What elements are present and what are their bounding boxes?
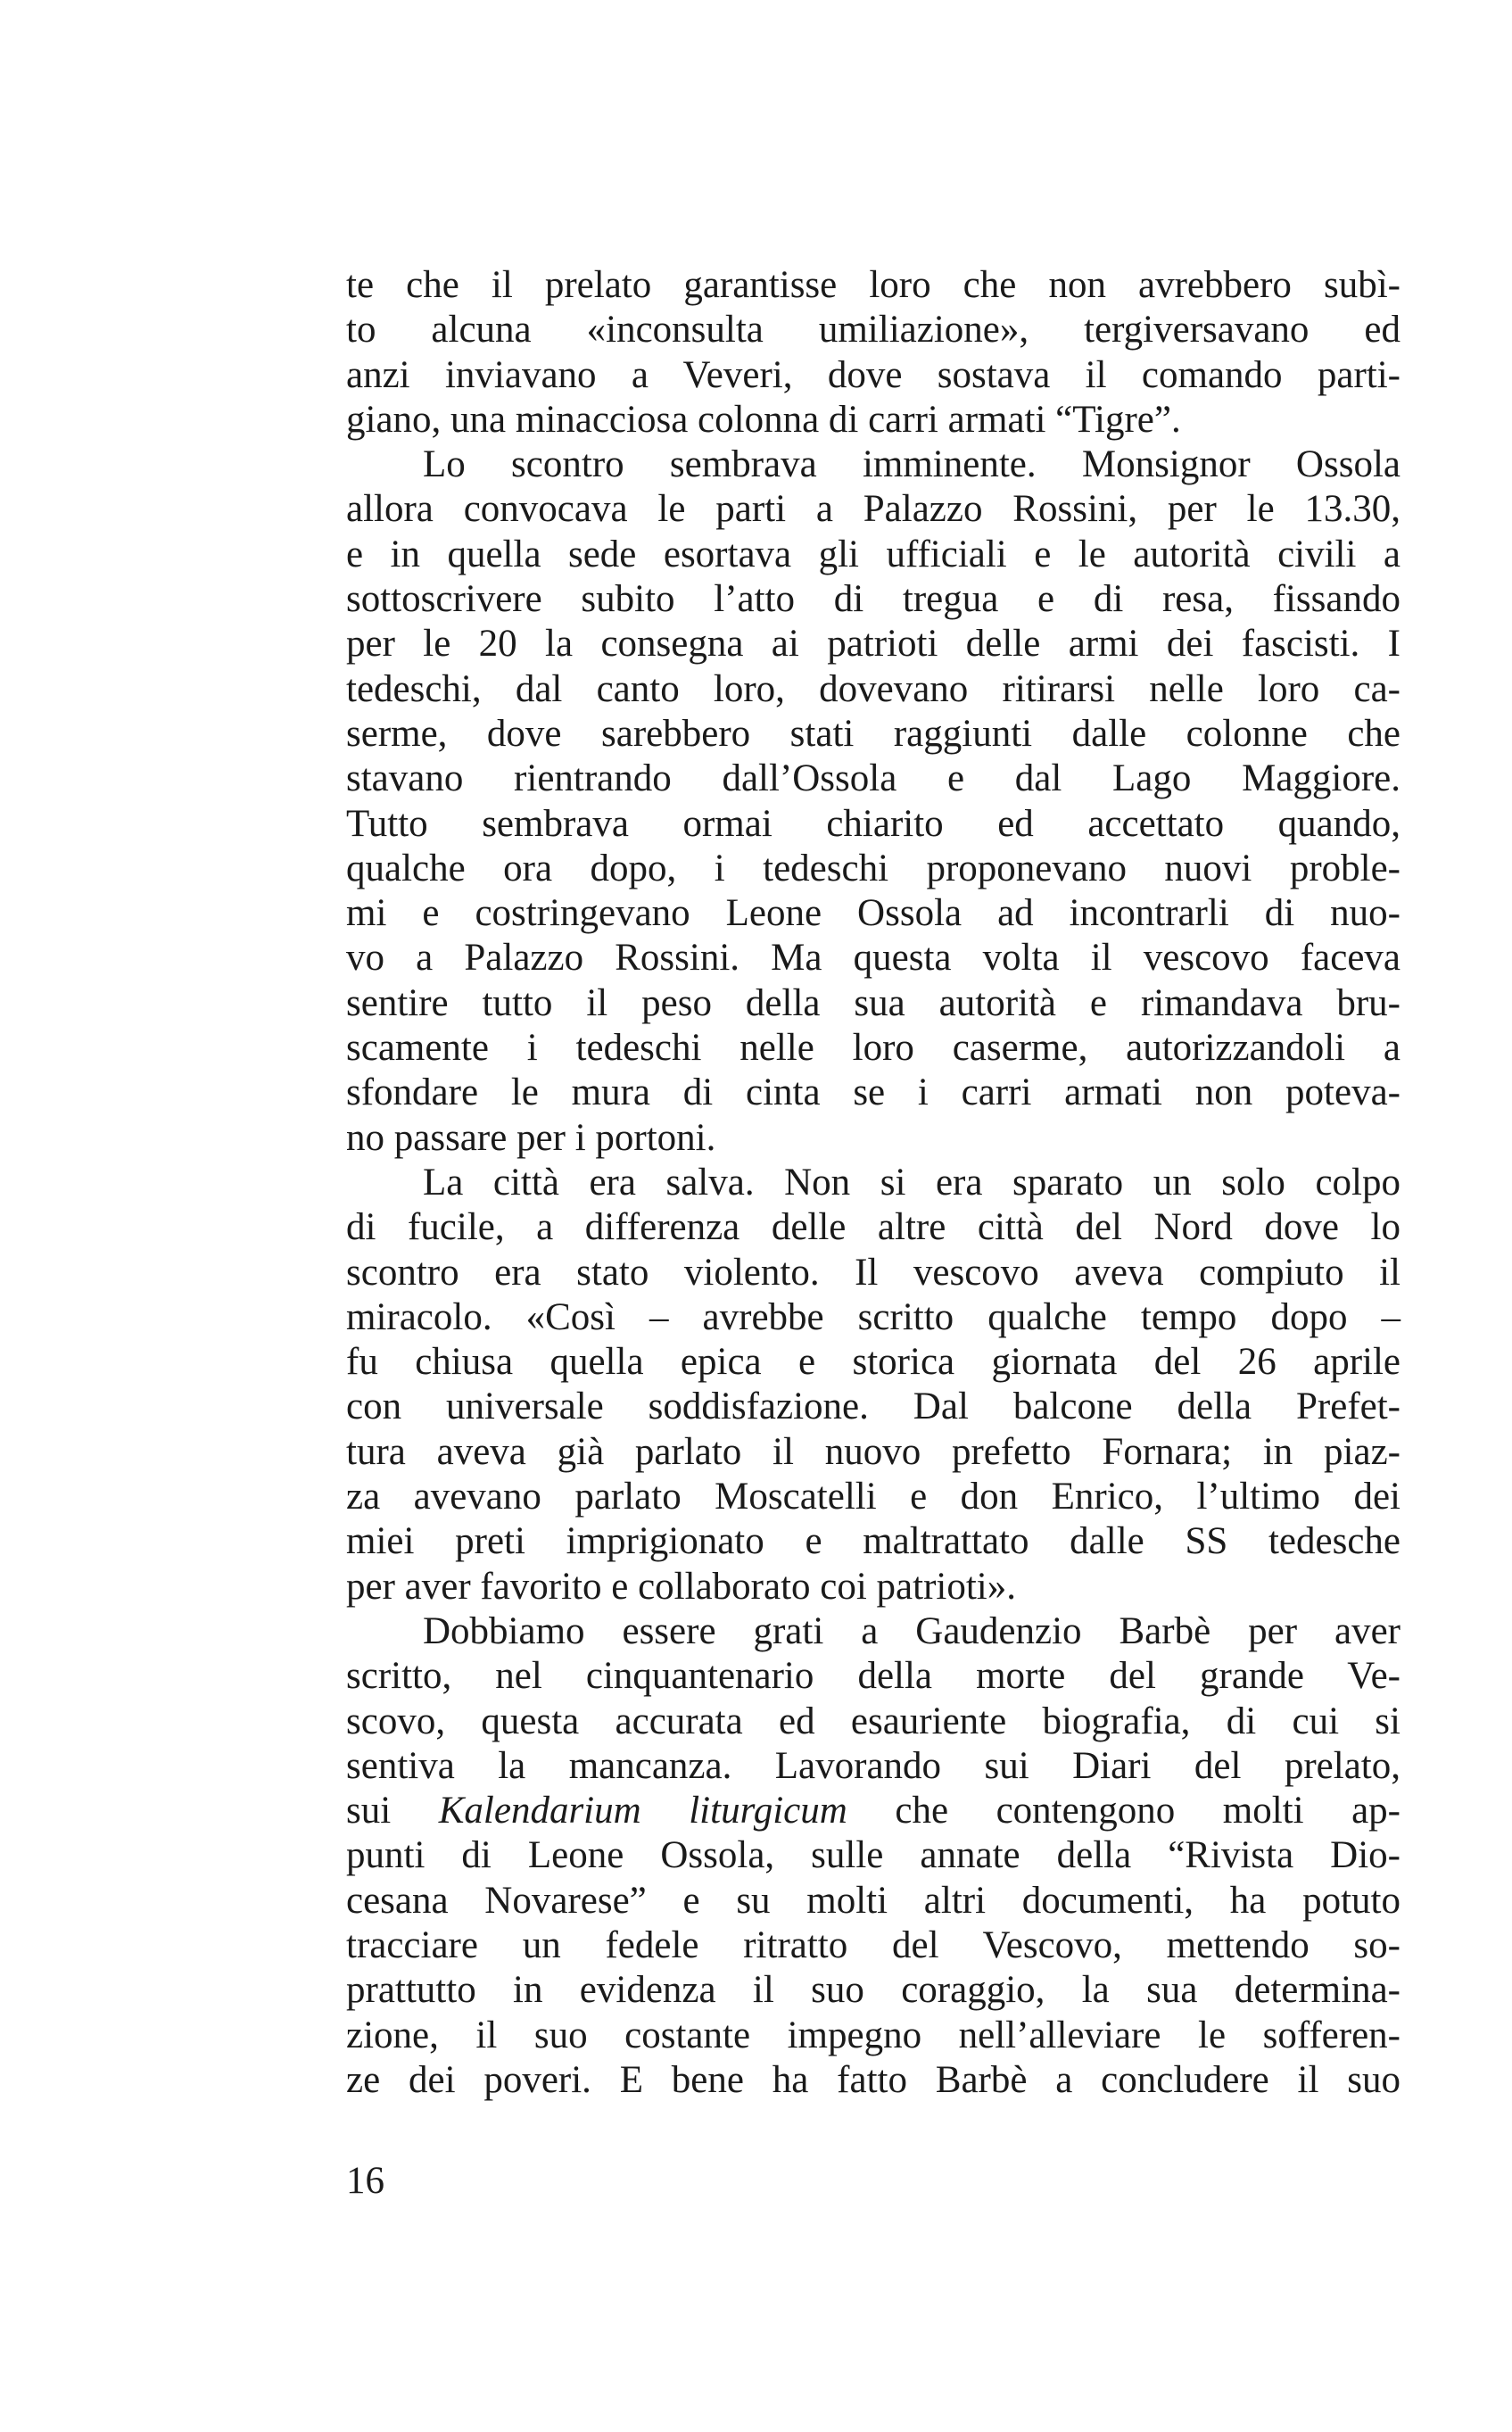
text-line: di fucile, a differenza delle altre città del Nord dove lo bbox=[346, 1206, 1400, 1249]
text-line: La città era salva. Non si era sparato un solo colpo bbox=[423, 1161, 1400, 1204]
text-line: sfondare le mura di cinta se i carri armati non poteva- bbox=[346, 1071, 1400, 1114]
text-line: sentire tutto il peso della sua autorità e rimandava bru- bbox=[346, 981, 1400, 1024]
text-line: scamente i tedeschi nelle loro caserme, autorizzandoli a bbox=[346, 1027, 1400, 1070]
text-line: te che il prelato garantisse loro che non avrebbero subì- bbox=[346, 264, 1400, 306]
text-line: sui Kalendarium liturgicum che contengono molti ap- bbox=[346, 1790, 1401, 1832]
page-number: 16 bbox=[346, 2160, 384, 2202]
text-line: mi e costringevano Leone Ossola ad incontrarli di nuo- bbox=[346, 892, 1400, 935]
text-line: ze dei poveri. E bene ha fatto Barbè a concludere il suo bbox=[346, 2058, 1400, 2101]
text-line: Dobbiamo essere grati a Gaudenzio Barbè per aver bbox=[423, 1609, 1400, 1652]
text-line: anzi inviavano a Veveri, dove sostava il comando parti- bbox=[346, 353, 1400, 396]
text-line: stavano rientrando dall’Ossola e dal Lago Maggiore. bbox=[346, 757, 1400, 800]
text-line: tracciare un fedele ritratto del Vescovo, mettendo so- bbox=[346, 1923, 1400, 1966]
text-line: cesana Novarese” e su molti altri documenti, ha potuto bbox=[346, 1879, 1400, 1922]
text-line: serme, dove sarebbero stati raggiunti dalle colonne che bbox=[346, 712, 1400, 755]
text-line: Tutto sembrava ormai chiarito ed accettato quando, bbox=[346, 802, 1400, 845]
text-line: sottoscrivere subito l’atto di tregua e di resa, fissando bbox=[346, 578, 1400, 621]
text-line: vo a Palazzo Rossini. Ma questa volta il vescovo faceva bbox=[346, 937, 1400, 980]
text-line: prattutto in evidenza il suo coraggio, la sua determina- bbox=[346, 1969, 1400, 2012]
text-line: sentiva la mancanza. Lavorando sui Diari del prelato, bbox=[346, 1744, 1400, 1787]
text-line: e in quella sede esortava gli ufficiali e le autorità civili a bbox=[346, 533, 1400, 575]
text-line: scritto, nel cinquantenario della morte del grande Ve- bbox=[346, 1655, 1400, 1698]
text-line: scovo, questa accurata ed esauriente biografia, di cui si bbox=[346, 1700, 1400, 1742]
text-line: per aver favorito e collaborato coi patrioti». bbox=[346, 1565, 1016, 1608]
text-line: punti di Leone Ossola, sulle annate della “Rivista Dio- bbox=[346, 1834, 1400, 1877]
text-line: tedeschi, dal canto loro, dovevano ritirarsi nelle loro ca- bbox=[346, 667, 1400, 710]
text-line: miracolo. «Così – avrebbe scritto qualche tempo dopo – bbox=[346, 1295, 1400, 1338]
text-line: to alcuna «inconsulta umiliazione», tergiversavano ed bbox=[346, 309, 1400, 352]
text-line: za avevano parlato Moscatelli e don Enrico, l’ultimo dei bbox=[346, 1476, 1400, 1518]
text-line: fu chiusa quella epica e storica giornata del 26 aprile bbox=[346, 1341, 1400, 1384]
text-line: scontro era stato violento. Il vescovo aveva compiuto il bbox=[346, 1251, 1400, 1294]
text-line: miei preti imprigionato e maltrattato dalle SS tedesche bbox=[346, 1520, 1400, 1563]
body-text bbox=[346, 263, 1400, 2103]
text-line: tura aveva già parlato il nuovo prefetto Fornara; in piaz- bbox=[346, 1430, 1400, 1473]
text-line: allora convocava le parti a Palazzo Rossini, per le 13.30, bbox=[346, 488, 1400, 531]
text-line: Lo scontro sembrava imminente. Monsignor Ossola bbox=[423, 443, 1400, 486]
text-line: per le 20 la consegna ai patrioti delle armi dei fascisti. I bbox=[346, 623, 1400, 666]
text-line: con universale soddisfazione. Dal balcone della Prefet- bbox=[346, 1386, 1400, 1428]
text-line: zione, il suo costante impegno nell’alleviare le sofferen- bbox=[346, 2014, 1400, 2056]
text-line: giano, una minacciosa colonna di carri armati “Tigre”. bbox=[346, 398, 1181, 441]
text-line: no passare per i portoni. bbox=[346, 1116, 716, 1159]
text-line: qualche ora dopo, i tedeschi proponevano nuovi proble- bbox=[346, 847, 1400, 889]
